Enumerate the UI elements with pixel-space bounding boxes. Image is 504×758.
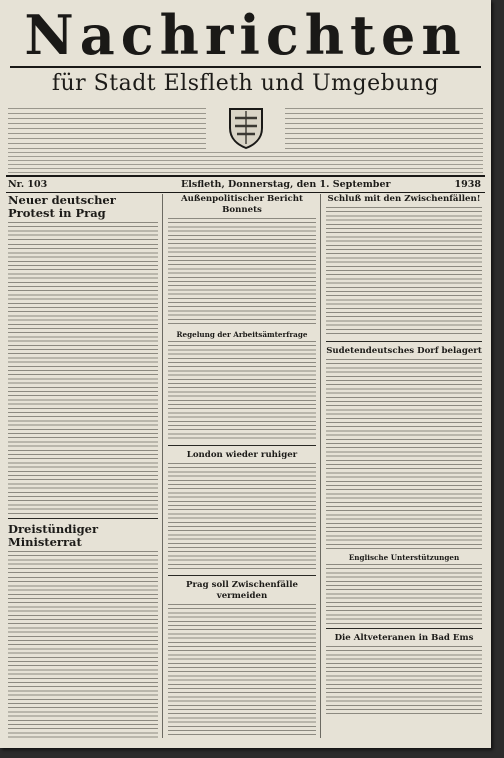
newspaper-title: Nachrichten bbox=[10, 4, 481, 68]
article-text bbox=[326, 207, 482, 337]
dateline bbox=[6, 175, 485, 193]
headline: London wieder ruhiger bbox=[186, 450, 298, 460]
column-1 bbox=[8, 194, 158, 748]
article-text bbox=[8, 244, 158, 514]
article-divider bbox=[326, 628, 482, 629]
article-text bbox=[168, 341, 316, 441]
article-text bbox=[168, 218, 316, 326]
headline: Prag soll Zwischenfälle vermeiden bbox=[186, 580, 298, 601]
headline: Dreistündiger Ministerrat bbox=[8, 522, 99, 549]
column-rule bbox=[162, 194, 163, 739]
newspaper-subtitle: für Stadt Elsfleth und Umgebung bbox=[51, 71, 440, 96]
year: 1938 bbox=[454, 179, 481, 190]
headline: Neuer deutscher Protest in Prag bbox=[8, 193, 116, 220]
article-divider bbox=[326, 341, 482, 342]
publisher-info-row bbox=[8, 108, 483, 150]
imprint-lines bbox=[8, 152, 483, 174]
article-text bbox=[326, 359, 482, 549]
subheading-text bbox=[8, 551, 158, 573]
subscription-notice bbox=[8, 108, 206, 150]
headline: Außenpolitischer Bericht Bonnets bbox=[181, 194, 303, 215]
page-margin-bottom bbox=[0, 738, 491, 748]
article-text bbox=[168, 604, 316, 748]
place-and-date: Elsfleth, Donnerstag, den 1. September bbox=[181, 179, 391, 190]
town-crest-icon bbox=[227, 106, 265, 150]
article-text bbox=[326, 564, 482, 624]
headline: Die Altveteranen in Bad Ems bbox=[334, 633, 474, 643]
article-text bbox=[168, 463, 316, 571]
article-divider bbox=[8, 518, 158, 519]
subheading-text bbox=[8, 222, 158, 240]
article-text bbox=[8, 577, 158, 748]
headline: Englische Unterstützungen bbox=[348, 553, 460, 562]
column-rule bbox=[320, 194, 321, 739]
advertising-notice bbox=[285, 108, 483, 150]
masthead bbox=[6, 4, 485, 102]
headline: Schluß mit den Zwischenfällen! bbox=[327, 194, 481, 204]
article-divider bbox=[168, 445, 316, 446]
article-divider bbox=[168, 575, 316, 576]
issue-number: Nr. 103 bbox=[8, 179, 48, 190]
headline: Sudetendeutsches Dorf belagert bbox=[326, 346, 482, 356]
column-2 bbox=[168, 194, 316, 748]
column-3 bbox=[326, 194, 482, 720]
article-text bbox=[326, 646, 482, 716]
headline: Regelung der Arbeitsämterfrage bbox=[176, 330, 308, 339]
